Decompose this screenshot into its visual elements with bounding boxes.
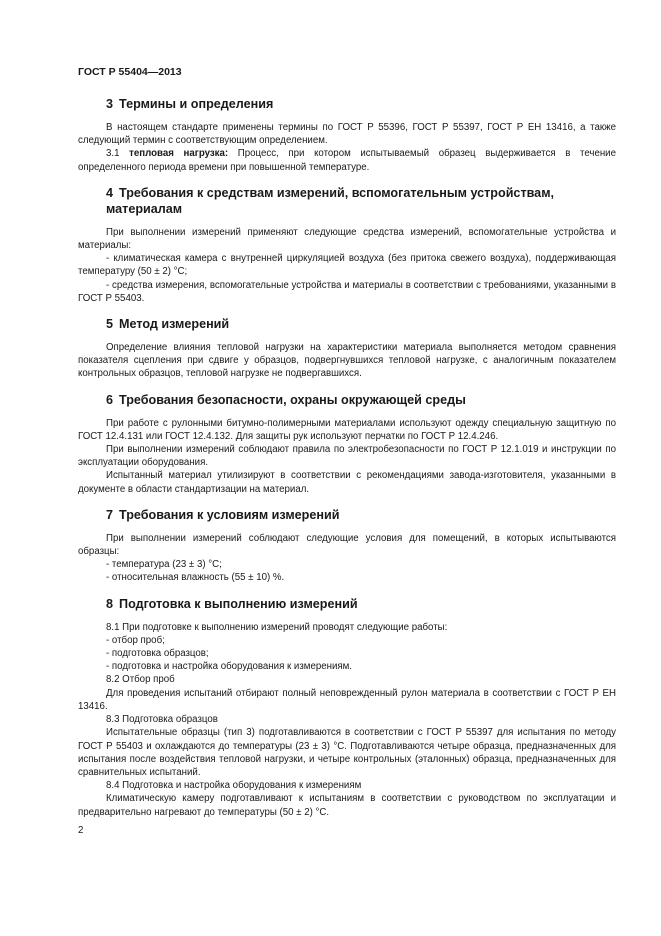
paragraph: При выполнении измерений соблюдают следующие условия для помещений, в которых испытываются образцы:: [78, 532, 616, 558]
section-8: [78, 596, 616, 819]
paragraph: Климатическую камеру подготавливают к испытаниям в соответствии с руководством по эксплуатации и предварительно нагревают до температуры (50 ± 2) °С.: [78, 793, 616, 818]
paragraph: При выполнении измерений соблюдают правила по электробезопасности по ГОСТ Р 12.1.019 и инструкции по эксплуатации оборудования.: [78, 444, 616, 469]
paragraph: Испытанный материал утилизируют в соответствии с рекомендациями завода-изготовителя, указанными в документе в области стандартизации на материал.: [78, 470, 616, 495]
paragraph: В настоящем стандарте применены термины по ГОСТ Р 55396, ГОСТ Р 55397, ГОСТ Р ЕН 13416, а также следующий термин с соответствующим определением.: [78, 122, 616, 147]
list-item: - подготовка и настройка оборудования к измерениям.: [106, 661, 352, 673]
term: тепловая нагрузка:: [129, 148, 229, 160]
paragraph: 8.1 При подготовке к выполнению измерений проводят следующие работы:: [106, 621, 448, 633]
paragraph: Определение влияния тепловой нагрузки на характеристики материала выполняется методом сравнения показателя сцепления при сдвиге у образцов, подвергнувшихся тепловой нагрузке, с аналогичным показателем контрольных образцов, тепловой нагрузке не подвергавшихся.: [78, 342, 616, 380]
section-number: 4: [106, 185, 114, 200]
list-item: - отбор проб;: [106, 634, 165, 646]
paragraph: При выполнении измерений применяют следующие средства измерений, вспомогательные устройства и материалы:: [78, 226, 616, 252]
paragraph: Испытательные образцы (тип 3) подготавливаются в соответствии с ГОСТ Р 55397 для испытания по методу ГОСТ Р 55403 и охлаждаются до температуры (23 ± 3) °С. Подготавливаются четыре образца, предназначенных для испытания после воздействия тепловой нагрузки, и четыре контрольных (эталонных) образца, предназначенных для сравнительных испытаний.: [78, 727, 616, 778]
section-number: 6: [106, 392, 114, 407]
section-heading: [78, 316, 616, 332]
section-3: [78, 96, 616, 174]
section-number: 5: [106, 317, 114, 332]
document-body: [78, 96, 616, 830]
section-4: [78, 185, 616, 305]
section-title: Подготовка к выполнению измерений: [119, 596, 358, 611]
definition-text: Процесс, при котором испытываемый образец выдерживается в течение определенного периода времени при повышенной температуре.: [78, 148, 616, 173]
section-title: Требования к условиям измерений: [119, 507, 340, 522]
list-item: - климатическая камера с внутренней циркуляцией воздуха (без притока свежего воздуха), поддерживающая температуру (50 ± 2) °С;: [78, 253, 616, 278]
subsection-heading: 8.3 Подготовка образцов: [106, 714, 218, 726]
section-title: Требования к средствам измерений, вспомогательным устройствам, материалам: [106, 185, 555, 216]
list-item: - температура (23 ± 3) °С;: [106, 559, 222, 571]
section-heading: [78, 392, 616, 408]
section-5: [78, 316, 616, 381]
section-title: Термины и определения: [119, 97, 274, 111]
list-item: - относительная влажность (55 ± 10) %.: [106, 572, 285, 584]
section-number: 7: [106, 507, 114, 522]
page-number: 2: [78, 825, 84, 836]
subsection-heading: 8.4 Подготовка и настройка оборудования к измерениям: [106, 780, 362, 792]
subsection-heading: 8.2 Отбор проб: [106, 674, 175, 686]
section-number: 3: [106, 97, 114, 111]
paragraph: Для проведения испытаний отбирают полный неповрежденный рулон материала в соответствии с ГОСТ Р ЕН 13416.: [78, 687, 616, 712]
document-code: ГОСТ Р 55404—2013: [78, 66, 182, 78]
section-7: [78, 507, 616, 585]
list-item: - средства измерения, вспомогательные устройства и материалы в соответствии с требованиями, указанными в ГОСТ Р 55403.: [78, 279, 616, 304]
section-title: Метод измерений: [119, 317, 230, 332]
paragraph: При работе с рулонными битумно-полимерными материалами используют одежду специальную защитную по ГОСТ 12.4.131 или ГОСТ 12.4.132. Для защиты рук используют перчатки по ГОСТ Р 12.4.246.: [78, 417, 616, 442]
term-definition: [78, 147, 616, 173]
list-item: - подготовка образцов;: [106, 648, 209, 660]
section-heading: [78, 96, 616, 112]
section-heading: [78, 185, 616, 217]
clause-number: 3.1: [106, 148, 130, 160]
section-number: 8: [106, 596, 114, 611]
section-heading: [78, 596, 616, 612]
section-6: [78, 392, 616, 496]
section-heading: [78, 507, 616, 523]
section-title: Требования безопасности, охраны окружающей среды: [119, 392, 466, 407]
